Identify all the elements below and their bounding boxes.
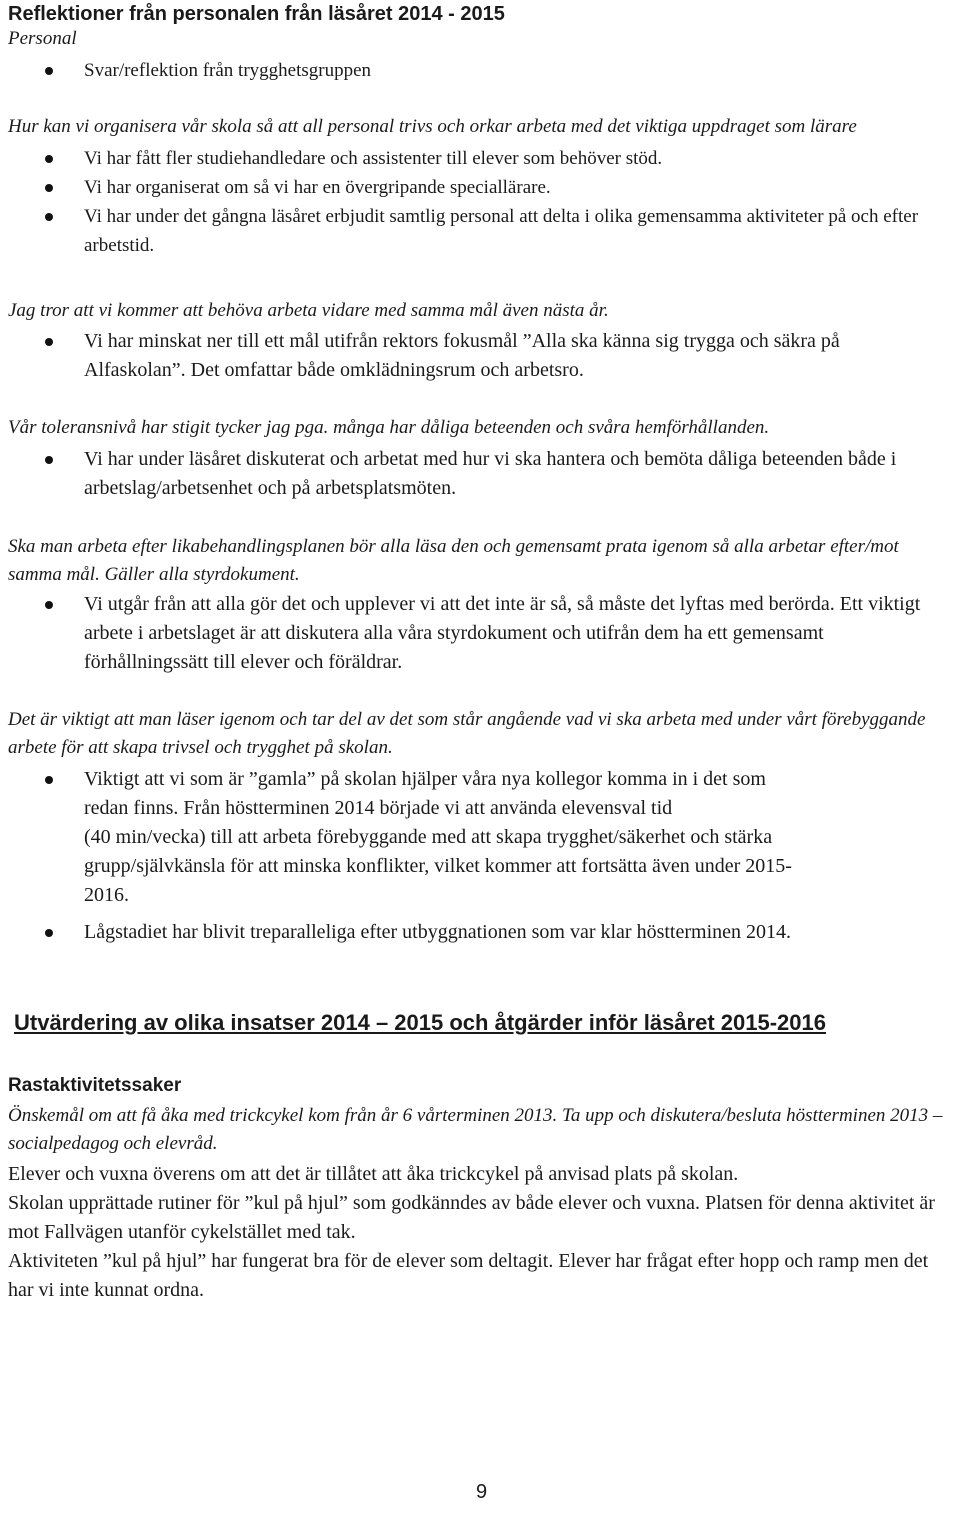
list-item [0,173,945,202]
wish-text: Önskemål om att få åka med trickcykel kom från år 6 vårterminen 2013. Ta upp och diskutera/besluta höstterminen 2013 – socialpedagog och elevråd. [8,1105,943,1154]
list-item-text: Vi har under det gångna läsåret erbjudit samtlig personal att delta i olika gemensamma aktiviteter på och efter arbetstid. [84,206,919,256]
bullet-icon [45,213,53,221]
question-1-bullets [0,144,945,260]
list-item-text: Svar/reflektion från trygghetsgruppen [84,60,372,81]
list-item [0,918,945,947]
list-item-text: Vi har minskat ner till ett mål utifrån rektors fokusmål ”Alla ska känna sig trygga och säkra på Alfaskolan”. Det omfattar både omklädningsrum och arbetsro. [84,330,840,381]
question-4-bullets [0,590,945,677]
bullet-icon [45,776,53,784]
bullet-icon [45,155,53,163]
paragraph: Elever och vuxna överens om att det är tillåtet att åka trickcykel på anvisad plats på skolan. [8,1163,739,1185]
bullet-icon [45,601,53,609]
list-item-text: Vi har organiserat om så vi har en övergripande speciallärare. [84,177,551,198]
page-number: 9 [476,1481,488,1503]
page-title: Reflektioner från personalen från läsåret 2014 - 2015 [8,3,505,25]
question-2-bullets [0,327,945,385]
list-item-line: grupp/självkänsla för att minska konflikter, vilket kommer att fortsätta även under 2015- [84,855,792,877]
list-item [0,327,945,385]
list-item-text: Vi har fått fler studiehandledare och assistenter till elever som behöver stöd. [84,148,663,169]
question-5: Det är viktigt att man läser igenom och tar del av det som står angående vad vi ska arbeta med under vårt förebyggande arbete för att skapa trivsel och trygghet på skolan. [8,709,926,758]
question-3: Vår toleransnivå har stigit tycker jag pga. många har dåliga beteenden och svåra hemförhållanden. [8,417,770,438]
question-1: Hur kan vi organisera vår skola så att all personal trivs och orkar arbeta med det viktiga uppdraget som lärare [8,116,857,137]
bullet-icon [45,184,53,192]
list-item-line: Viktigt att vi som är ”gamla” på skolan hjälper våra nya kollegor komma in i det som [84,768,766,790]
list-item-line: (40 min/vecka) till att arbeta förebyggande med att skapa trygghet/säkerhet och stärka [84,826,773,848]
list-item-text: Vi har under läsåret diskuterat och arbetat med hur vi ska hantera och bemöta dåliga beteenden både i arbetslag/arbetsenhet och på arbetsplatsmöten. [84,448,897,499]
list-item [0,202,945,260]
list-item [0,445,945,503]
bullet-icon [45,456,53,464]
list-item [0,590,945,677]
question-4: Ska man arbeta efter likabehandlingsplanen bör alla läsa den och gemensamt prata igenom så alla arbetar efter/mot samma mål. Gäller alla styrdokument. [8,536,899,585]
list-item-line: redan finns. Från höstterminen 2014 började vi att använda elevensval tid [84,797,673,819]
list-item [0,144,945,173]
list-item-text: Lågstadiet har blivit treparalleliga efter utbyggnationen som var klar höstterminen 2014. [84,921,792,943]
list-item [0,56,945,85]
section-heading: Utvärdering av olika insatser 2014 – 2015 och åtgärder inför läsåret 2015-2016 [14,1010,826,1035]
bullet-icon [45,67,53,75]
list-item [0,765,945,910]
bullet-icon [45,338,53,346]
question-3-bullets [0,445,945,503]
bullet-icon [45,929,53,937]
question-2: Jag tror att vi kommer att behöva arbeta vidare med samma mål även nästa år. [8,300,609,321]
list-item-text: Vi utgår från att alla gör det och upplever vi att det inte är så, så måste det lyftas med berörda. Ett viktigt arbete i arbetslaget är att diskutera alla våra styrdokument och utifrån dem ha ett gemensamt förhållningssätt till elever och föräldrar. [84,593,921,673]
group-bullet-list [0,56,945,85]
paragraph: Skolan upprättade rutiner för ”kul på hjul” som godkänndes av både elever och vuxna. Platsen för denna aktivitet är mot Fallvägen utanför cykelstället med tak. [8,1192,935,1243]
question-5-bullets [0,765,945,947]
paragraph: Aktiviteten ”kul på hjul” har fungerat bra för de elever som deltagit. Elever har frågat efter hopp och ramp men det har vi inte kunnat ordna. [8,1250,929,1301]
subsection-title: Rastaktivitetssaker [8,1075,182,1096]
list-item-line: 2016. [84,884,129,906]
section-label: Personal [8,28,77,49]
